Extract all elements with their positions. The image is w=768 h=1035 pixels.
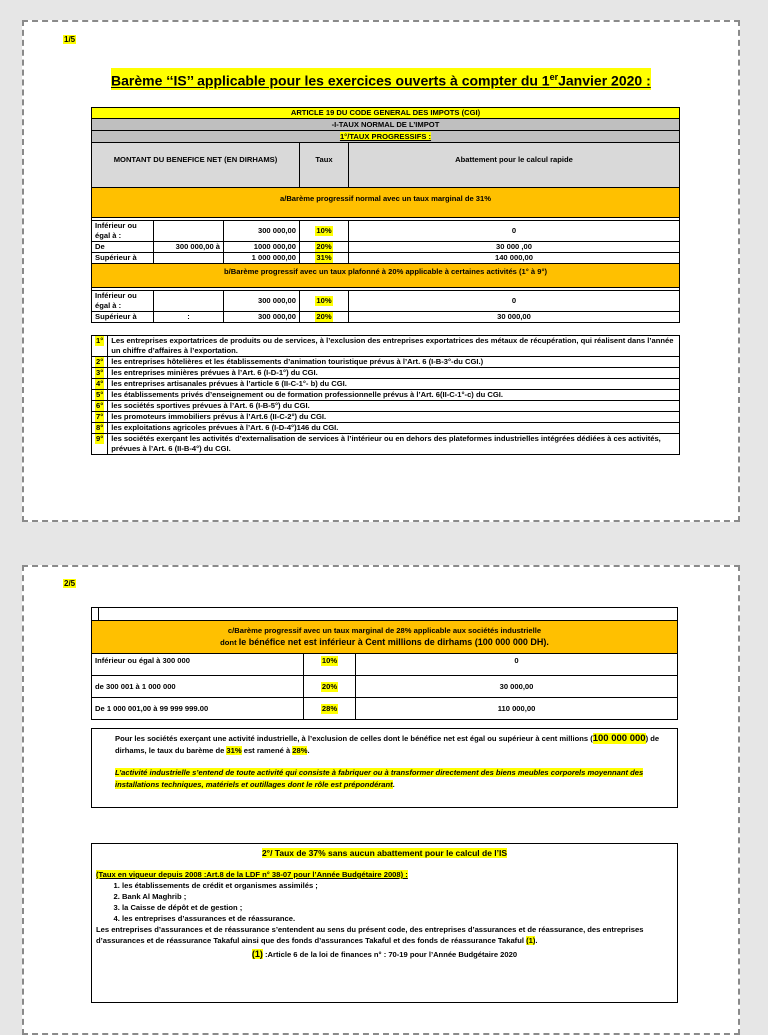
- list-item: 4. les entreprises d’assurances et de réassurance.: [122, 913, 673, 924]
- rate-badge: 20%: [316, 242, 332, 251]
- page-title: Barème ‘‘IS’’ applicable pour les exercices ouverts à compter du 1erJanvier 2020 :: [111, 68, 651, 90]
- rate-badge: 10%: [316, 226, 332, 235]
- subsection-header: 1°/TAUX PROGRESSIFS :: [92, 131, 680, 143]
- bareme-c-row: Inférieur ou égal à 300 000 10% 0: [92, 654, 678, 676]
- activity-row: 7° les promoteurs immobiliers prévus à l’Art.6 (II-C-2°) du CGI.: [92, 412, 680, 423]
- bareme-b-row: Supérieur à : 300 000,00 20% 30 000,00: [92, 312, 680, 323]
- rate-badge: 28%: [321, 703, 338, 713]
- activity-row: 3° les entreprises minières prévues à l’Art. 6 (I-D-1°) du CGI.: [92, 368, 680, 379]
- industrial-note: [91, 728, 678, 808]
- section-37-header: 2°/ Taux de 37% sans aucun abattement pour le calcul de l’IS: [261, 848, 508, 858]
- activity-row: 1° Les entreprises exportatrices de produits ou de services, à l’exclusion des entreprises exportatrices des métaux de récupération, qui réalisent dans l’année un chiffre d’affaires à l’exportation.: [92, 336, 680, 357]
- bareme-a-row: De 300 000,00 à 1000 000,00 20% 30 000 ,00: [92, 242, 680, 253]
- bareme-table-c: [91, 607, 678, 720]
- activities-table: [91, 335, 680, 455]
- activity-row: 4° les entreprises artisanales prévues à l’article 6 (II-C-1°- b) du CGI.: [92, 379, 680, 390]
- note-definition: L’activité industrielle s’entend de toute activité qui consiste à fabriquer ou à transformer directement des biens meubles corporels moyennant des installations techniques, matériels et outillages dont le rôle est prépondérant.: [115, 768, 644, 789]
- column-header-montant: MONTANT DU BENEFICE NET (EN DIRHAMS): [92, 143, 300, 188]
- list-item: 3. la Caisse de dépôt et de gestion ;: [122, 902, 673, 913]
- rate-badge: 31%: [316, 253, 332, 262]
- page-number: 1/5: [64, 35, 76, 44]
- section-37-subheader: (Taux en vigueur depuis 2008 :Art.8 de la LDF n° 38-07 pour l’Année Budgétaire 2008) :: [96, 870, 408, 879]
- column-header-taux: Taux: [300, 143, 349, 188]
- rate-badge: 20%: [316, 312, 332, 321]
- institution-list: [96, 880, 673, 924]
- section-37-box: [91, 843, 678, 1003]
- article-header: ARTICLE 19 DU CODE GENERAL DES IMPOTS (CGI): [92, 108, 680, 119]
- list-item: 1. les établissements de crédit et organismes assimilés ;: [122, 880, 673, 891]
- page-2: [22, 565, 740, 1035]
- insurance-paragraph: Les entreprises d’assurances et de réassurance s’entendent au sens du présent code, des entreprises d’assurances et de réassurance, des entreprises d’assurances et de réassurance Takaful ainsi que des fonds d’assurances Takaful et des fonds de réassurance Takaful (1).: [96, 925, 644, 945]
- activity-row: 5° les établissements privés d’enseignement ou de formation professionnelle prévus à l’Art. 6(II-C-1°-c) du CGI.: [92, 390, 680, 401]
- bareme-a-row: Inférieur ou égal à : 300 000,00 10% 0: [92, 221, 680, 242]
- bareme-a-header: a/Barème progressif normal avec un taux marginal de 31%: [92, 188, 680, 218]
- activity-row: 9° les sociétés exerçant les activités d’externalisation de services à l’intérieur ou en dehors des plateformes industrielles intégrées dédiées à ces activités, prévues à l’Art. 6 (II-B-4°) du CGI.: [92, 434, 680, 455]
- rate-badge: 10%: [321, 656, 338, 665]
- bareme-table-ab: [91, 107, 680, 323]
- rate-badge: 20%: [321, 681, 338, 691]
- note-paragraph: Pour les sociétés exerçant une activité industrielle, à l’exclusion de celles dont le bénéfice net est égal ou supérieur à cent millions (100 000 000) de dirhams, le taux du barème de 31% est ramené à 28%.: [115, 733, 660, 755]
- bareme-b-row: Inférieur ou égal à : 300 000,00 10% 0: [92, 291, 680, 312]
- bareme-a-row: Supérieur à 1 000 000,00 31% 140 000,00: [92, 253, 680, 264]
- list-item: 2. Bank Al Maghrib ;: [122, 891, 673, 902]
- bareme-b-header: b/Barème progressif avec un taux plafonné à 20% applicable à certaines activités (1° à 9°): [92, 264, 680, 288]
- bareme-c-row: De 1 000 001,00 à 99 999 999.00 28% 110 000,00: [92, 698, 678, 720]
- column-header-abattement: Abattement pour le calcul rapide: [349, 143, 680, 188]
- activity-row: 2° les entreprises hôtelières et les établissements d’animation touristique prévus à l’Art. 6 (I-B-3°-du CGI.): [92, 357, 680, 368]
- activity-row: 8° les exploitations agricoles prévues à l’Art. 6 (I-D-4°)146 du CGI.: [92, 423, 680, 434]
- page-1: [22, 20, 740, 522]
- section-header: -I-TAUX NORMAL DE L’IMPOT: [92, 119, 680, 131]
- footnote: (1) :Article 6 de la loi de finances n° : 70-19 pour l’Année Budgétaire 2020: [251, 949, 518, 959]
- bareme-c-header: c/Barème progressif avec un taux marginal de 28% applicable aux sociétés industrielle dont le bénéfice net est inférieur à Cent millions de dirhams (100 000 000 DH).: [92, 621, 678, 654]
- rate-badge: 10%: [316, 296, 332, 305]
- page-number: 2/5: [64, 579, 76, 588]
- activity-row: 6° les sociétés sportives prévues à l’Art. 6 (I-B-5°) du CGI.: [92, 401, 680, 412]
- bareme-c-row: de 300 001 à 1 000 000 20% 30 000,00: [92, 676, 678, 698]
